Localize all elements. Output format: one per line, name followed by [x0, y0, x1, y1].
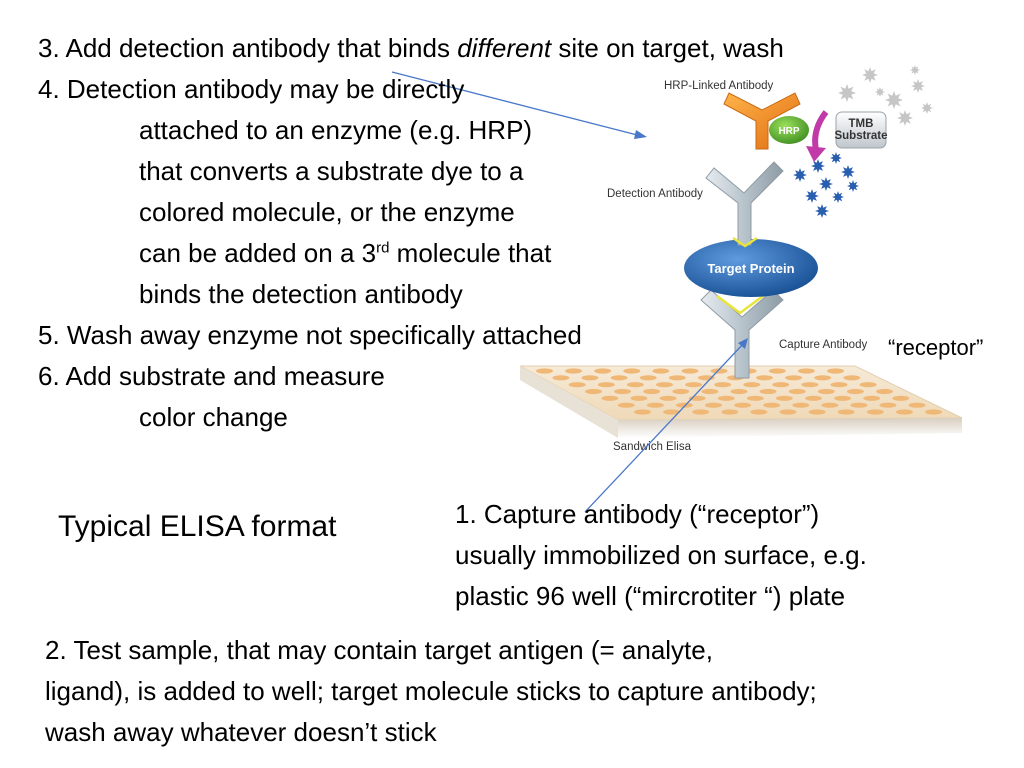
hrp-label: HRP — [778, 126, 800, 137]
plate-well — [647, 403, 664, 408]
plate-well — [685, 382, 702, 387]
plate-well — [909, 403, 926, 408]
plate-well — [769, 368, 786, 373]
plate-well — [818, 389, 835, 394]
substrate-molecule — [897, 110, 913, 126]
plate-well — [660, 396, 677, 401]
plate-well — [734, 403, 751, 408]
plate-well — [780, 409, 797, 414]
step-4-superscript: rd — [376, 239, 390, 257]
plate-well — [756, 375, 773, 380]
plate-well — [763, 403, 780, 408]
plate-well — [860, 382, 877, 387]
plate-well — [594, 368, 611, 373]
plate-well — [785, 375, 802, 380]
plate-well — [863, 396, 880, 401]
plate-well — [805, 396, 822, 401]
target-protein — [684, 239, 818, 297]
colored-product-molecule — [815, 204, 829, 218]
step-2-line-2: ligand), is added to well; target molecule sticks to capture antibody; — [45, 676, 817, 706]
step-5-text: 5. Wash away enzyme not specifically attached — [38, 320, 582, 350]
colored-product-molecule — [841, 165, 855, 179]
plate-well — [669, 375, 686, 380]
step-4-line-4: colored molecule, or the enzyme — [139, 197, 515, 227]
plate-well — [743, 382, 760, 387]
step-1-line-3: plastic 96 well (“mircrotiter “) plate — [455, 581, 846, 611]
plate-well — [614, 389, 631, 394]
tmb-substrate-box — [834, 112, 887, 148]
plate-well — [692, 409, 709, 414]
substrate-molecule — [862, 67, 878, 83]
plate-well — [682, 368, 699, 373]
target-protein-label: Target Protein — [707, 261, 795, 276]
step-3-part-a: 3. Add detection antibody that binds — [38, 33, 458, 63]
step-4-line-5 — [139, 236, 551, 270]
hrp-enzyme — [769, 116, 809, 144]
plate-well — [867, 409, 884, 414]
plate-well — [705, 403, 722, 408]
step-2-line-3: wash away whatever doesn’t stick — [45, 717, 437, 747]
step-4-line-1: 4. Detection antibody may be directly — [38, 74, 465, 104]
plate-well — [731, 389, 748, 394]
substrate-molecule — [911, 79, 925, 93]
hrp-linked-antibody-label: HRP-Linked Antibody — [664, 80, 774, 92]
substrate-molecule — [838, 84, 856, 102]
tmb-label: TMB — [848, 118, 874, 130]
substrate-molecule — [921, 102, 933, 114]
plate-well — [601, 396, 618, 401]
plate-well — [701, 389, 718, 394]
plate-well — [618, 403, 635, 408]
plate-well — [776, 396, 793, 401]
step-2-line-1: 2. Test sample, that may contain target antigen (= analyte, — [45, 635, 713, 665]
capture-antibody — [701, 290, 783, 378]
plate-well — [582, 375, 599, 380]
receptor-label: “receptor” — [888, 335, 984, 360]
plate-well — [643, 389, 660, 394]
plate-well — [809, 409, 826, 414]
plate-well — [850, 403, 867, 408]
plate-well — [750, 409, 767, 414]
step-1-line-2: usually immobilized on surface, e.g. — [455, 540, 867, 570]
plate-well — [672, 389, 689, 394]
plate-well — [892, 396, 909, 401]
plate-well — [896, 409, 913, 414]
substrate-molecule — [875, 87, 885, 97]
step-1-line-1: 1. Capture antibody (“receptor”) — [455, 499, 820, 529]
plate-well — [585, 389, 602, 394]
substrate-label: Substrate — [834, 130, 888, 142]
plate-well — [714, 382, 731, 387]
capture-antibody-label: Capture Antibody — [779, 339, 868, 351]
plate-well — [552, 375, 569, 380]
step-3-text — [38, 31, 784, 65]
plate-well — [831, 382, 848, 387]
plate-well — [814, 375, 831, 380]
detection-antibody — [706, 162, 783, 246]
plate-well — [623, 368, 640, 373]
step-4-line-6: binds the detection antibody — [139, 279, 463, 309]
plate-well — [631, 396, 648, 401]
conversion-arrow — [806, 112, 826, 162]
plate-well — [718, 396, 735, 401]
plate-well — [847, 389, 864, 394]
plate-well — [821, 403, 838, 408]
plate-well — [827, 368, 844, 373]
plate-well — [747, 396, 764, 401]
step-4-line-2: attached to an enzyme (e.g. HRP) — [139, 115, 533, 145]
plate-well — [640, 375, 657, 380]
plate-well — [611, 375, 628, 380]
plate-well — [598, 382, 615, 387]
colored-product-molecule — [847, 180, 859, 192]
colored-product-molecule — [811, 159, 825, 173]
plate-well — [801, 382, 818, 387]
plate-well — [721, 409, 738, 414]
plate-well — [798, 368, 815, 373]
plate-well — [656, 382, 673, 387]
step-3-emphasis: different — [457, 33, 552, 63]
plate-well — [772, 382, 789, 387]
plate-well — [760, 389, 777, 394]
plate-well — [838, 409, 855, 414]
colored-product-molecule — [830, 152, 842, 164]
plate-well — [565, 368, 582, 373]
plate-well — [789, 389, 806, 394]
step-4-line-5-part-b: molecule that — [389, 238, 552, 268]
detection-antibody-label: Detection Antibody — [607, 188, 703, 200]
sandwich-elisa-label: Sandwich Elisa — [613, 441, 691, 453]
plate-well — [569, 382, 586, 387]
figure-title: Typical ELISA format — [58, 510, 337, 543]
step-6-line-2: color change — [139, 402, 288, 432]
step-3-part-b: site on target, wash — [551, 33, 784, 63]
colored-product-molecules — [793, 152, 859, 218]
plate-well — [792, 403, 809, 408]
step-4-line-5-part-a: can be added on a 3 — [139, 238, 377, 268]
plate-well — [536, 368, 553, 373]
colored-product-molecule — [805, 189, 819, 203]
substrate-molecule — [885, 91, 903, 109]
plate-well — [627, 382, 644, 387]
plate-well — [843, 375, 860, 380]
step-4-line-3: that converts a substrate dye to a — [139, 156, 524, 186]
step-6-line-1: 6. Add substrate and measure — [38, 361, 385, 391]
substrate-molecule — [910, 65, 920, 75]
plate-well — [834, 396, 851, 401]
plate-well — [634, 409, 651, 414]
plate-well — [652, 368, 669, 373]
colored-product-molecule — [793, 168, 807, 182]
plate-well — [880, 403, 897, 408]
colored-product-molecule — [832, 191, 844, 203]
plate-well — [876, 389, 893, 394]
plate-well — [925, 409, 942, 414]
colored-product-molecule — [819, 177, 833, 191]
